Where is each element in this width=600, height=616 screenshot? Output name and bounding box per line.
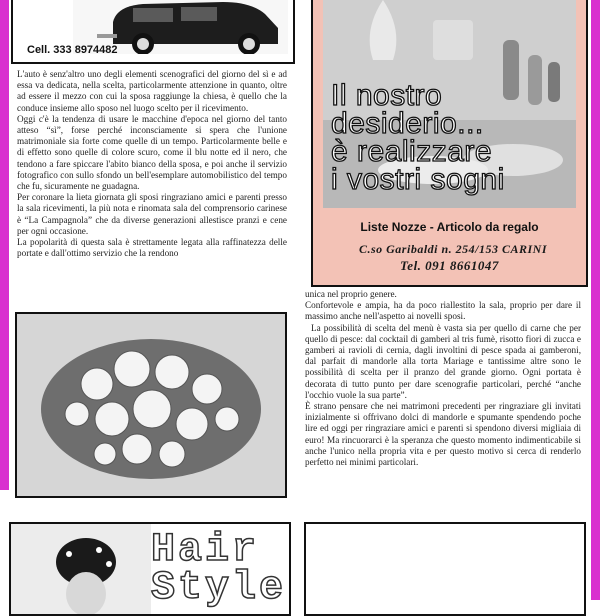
article-column-left (17, 69, 287, 259)
slogan-line: desiderio... (331, 107, 484, 140)
article-paragraph: La popolarità di questa sala è strettamente legata alla raffinatezza delle portate e dall'ottimo servizio che la rendono (17, 237, 287, 259)
right-accent-bar (591, 0, 600, 600)
store-phone: Tel. 091 8661047 (400, 258, 499, 273)
article-paragraph: Oggi c'è la tendenza di usare le macchine d'epoca nel giorno del tanto atteso “sì”, forse perché inconsciamente si spera che l'unione matrimoniale sia forte come quelle di un tempo. Particolarmente belle e di effetto sono quelle di colore scuro, come il blu notte ed il nero, che tendono a fare spiccare l'abito bianco della sposa, e poi anche il servizio fotografico con sullo sfondo un bell'esemplare automobilistico del tempo che fu, sicuramente ne guadagna. (17, 113, 287, 192)
slogan-line: è realizzare (331, 135, 493, 168)
hair-style-title (151, 528, 287, 611)
car-advertisement (11, 0, 295, 64)
car-ad-phone: Cell. 333 8974482 (27, 44, 118, 56)
article-paragraph: È strano pensare che nei matrimoni precedenti per ringraziare gli invitati inizialmente si offrivano dolci di mandorle e spumante spendendo poche lire ed oggi per ringraziare amici e parenti si spendono diversi migliaia di euro! Ma rincuorarci è la speranza che questo momento indimenticabile si anche l'unico nella propria vita e per questo motivo si cerca di renderlo perfetto nei minimi particolari. (305, 401, 581, 468)
hairstyle-photo (11, 524, 151, 614)
left-accent-bar (0, 0, 9, 490)
slogan-line: Il nostro (331, 79, 443, 112)
bouquet-image (17, 314, 285, 496)
store-slogan (331, 79, 571, 196)
store-category: Liste Nozze - Articolo da regalo (360, 220, 539, 234)
article-column-right (305, 289, 581, 468)
empty-ad-box (304, 522, 586, 616)
bouquet-photo (15, 312, 287, 498)
article-paragraph: Confortevole e ampia, ha da poco riallestito la sala, proprio per dare il massimo anche nell'aspetto ai novelli sposi. (305, 300, 581, 322)
article-paragraph: unica nel proprio genere. (305, 289, 397, 299)
hair-style-advertisement (9, 522, 291, 616)
hair-title-line: Hair (151, 528, 260, 573)
article-paragraph: L'auto è senz'altro uno degli elementi scenografici del giorno del sì e ad essa va dedicata, nella scelta, particolarmente attenzione in quanto, oltre ad essere il mezzo con cui la sposa raggiunge la chiesa, è quello che la conduce insieme allo sposo nel luogo scelto per il ricevimento. (17, 69, 287, 113)
article-paragraph: Per coronare la lieta giornata gli sposi ringraziano amici e parenti presso la sala ricevimenti, la più nota e rinomata sala del comprensorio carinese è “La Campagnola” che da diverse generazioni allestisce pranzi e cene per ogni occasione. (17, 192, 287, 236)
store-advertisement (311, 0, 588, 287)
article-paragraph: La possibilità di scelta del menù è vasta sia per quello di carne che per quello di pesce: dal cocktail di gamberi al tris fumè, risotto fiori di zucca e gamberi ai ravioli di cernia, dagli involtini di pesce spada ai gamberoni, dal parfait di mandorle alla torta Mariage e tantissime altre sono le possibilità di scelta per il pranzo del grande giorno. Ogni portata è decorata di tutto punto per dare scenografie particolari, perché “anche l'occhio vuole la sua parte”. (305, 322, 581, 400)
hair-title-line: Style (151, 566, 287, 611)
slogan-line: i vostri sogni (331, 163, 505, 196)
store-address: C.so Garibaldi n. 254/153 CARINI (358, 242, 548, 256)
